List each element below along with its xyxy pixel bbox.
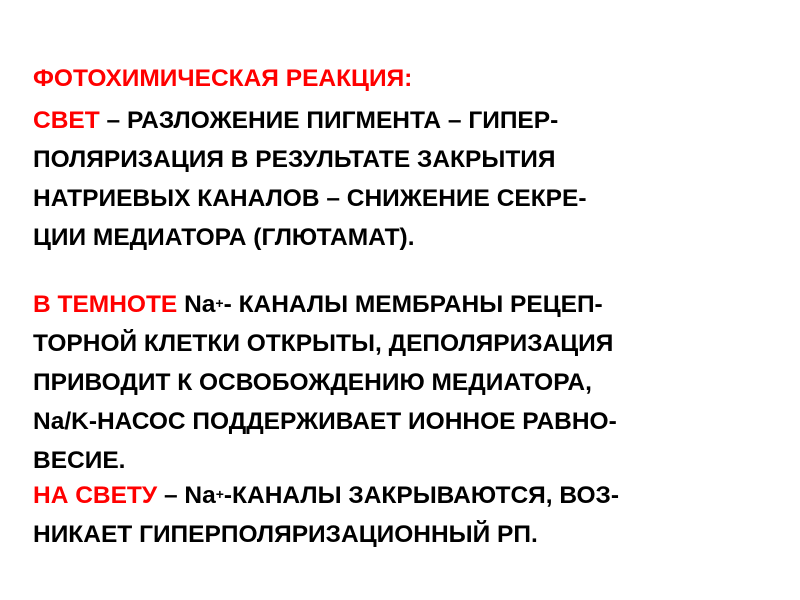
p3-line-1 bbox=[33, 481, 619, 511]
p2-na: Na bbox=[177, 291, 216, 318]
p2-keyword-dark: В ТЕМНОТЕ bbox=[33, 291, 178, 318]
p1-line-1-text: – РАЗЛОЖЕНИЕ ПИГМЕНТА – ГИПЕР- bbox=[99, 107, 559, 134]
p2-line-1 bbox=[33, 290, 603, 320]
p1-line-1 bbox=[33, 106, 558, 136]
p3-na-superscript: + bbox=[215, 486, 224, 502]
heading: ФОТОХИМИЧЕСКАЯ РЕАКЦИЯ: bbox=[33, 65, 413, 92]
p3-na: – Na bbox=[157, 482, 216, 509]
p3-line-1-text: -КАНАЛЫ ЗАКРЫВАЮТСЯ, ВОЗ- bbox=[223, 482, 620, 509]
p1-keyword-light: СВЕТ bbox=[33, 107, 100, 134]
p1-line-4: ЦИИ МЕДИАТОРА (ГЛЮТАМАТ). bbox=[33, 224, 415, 251]
p3-keyword-light: НА СВЕТУ bbox=[33, 482, 158, 509]
p2-line-3: ПРИВОДИТ К ОСВОБОЖДЕНИЮ МЕДИАТОРА, bbox=[33, 369, 592, 396]
p3-line-2: НИКАЕТ ГИПЕРПОЛЯРИЗАЦИОННЫЙ РП. bbox=[33, 521, 538, 548]
p2-line-2: ТОРНОЙ КЛЕТКИ ОТКРЫТЫ, ДЕПОЛЯРИЗАЦИЯ bbox=[33, 330, 614, 357]
p2-line-1-text: - КАНАЛЫ МЕМБРАНЫ РЕЦЕП- bbox=[223, 291, 603, 318]
p2-line-5: ВЕСИЕ. bbox=[33, 447, 126, 474]
p1-line-3: НАТРИЕВЫХ КАНАЛОВ – СНИЖЕНИЕ СЕКРЕ- bbox=[33, 185, 587, 212]
p1-line-2: ПОЛЯРИЗАЦИЯ В РЕЗУЛЬТАТЕ ЗАКРЫТИЯ bbox=[33, 146, 556, 173]
p2-na-superscript: + bbox=[215, 295, 224, 311]
p2-line-4: Na/K-НАСОС ПОДДЕРЖИВАЕТ ИОННОЕ РАВНО- bbox=[33, 408, 617, 435]
